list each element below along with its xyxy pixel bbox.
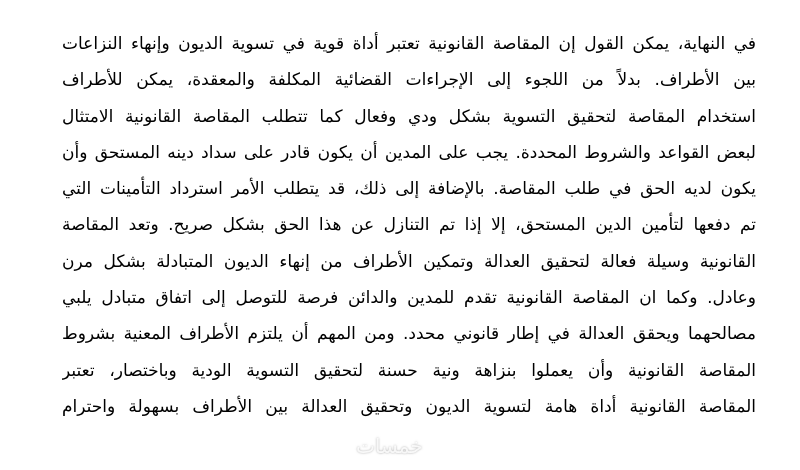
paragraph-line: لبعض القواعد والشروط المحددة. يجب على المدين أن يكون قادر على سداد دينه المستحق وأن bbox=[62, 142, 756, 163]
paragraph-line: يكون لديه الحق في طلب المقاصة. بالإضافة إلى ذلك، قد يتطلب الأمر استرداد التأمينات التي bbox=[62, 179, 756, 200]
paragraph-line: القانونية وسيلة فعالة لتحقيق العدالة وتمكين الأطراف من إنهاء الديون المتبادلة بشكل مرن bbox=[62, 251, 756, 272]
paragraph-line: تم دفعها لتأمين الدين المستحق، إلا إذا تم التنازل عن هذا الحق بشكل صريح. وتعد المقاصة bbox=[62, 215, 756, 236]
paragraph-line: المقاصة القانونية وأن يعملوا بنزاهة ونية حسنة لتحقيق التسوية الودية وباختصار، تعتبر bbox=[62, 360, 756, 381]
paragraph-line: بين الأطراف. بدلاً من اللجوء إلى الإجراءات القضائية المكلفة والمعقدة، يمكن للأطراف bbox=[62, 70, 756, 91]
watermark: خمسات bbox=[356, 434, 423, 458]
paragraph-line: استخدام المقاصة لتحقيق التسوية بشكل ودي وفعال كما تتطلب المقاصة القانونية الامتثال bbox=[62, 106, 756, 127]
paragraph-line: مصالحهما ويحقق العدالة في إطار قانوني محدد. ومن المهم أن يلتزم الأطراف المعنية بشروط bbox=[62, 324, 756, 345]
paragraph-line: في النهاية، يمكن القول إن المقاصة القانونية تعتبر أداة قوية في تسوية الديون وإنهاء النزاعات bbox=[62, 34, 756, 54]
paragraph-line: المقاصة القانونية أداة هامة لتسوية الديون وتحقيق العدالة بين الأطراف بسهولة واحترام bbox=[62, 396, 756, 417]
paragraph bbox=[62, 26, 756, 425]
paragraph-line: وعادل. وكما ان المقاصة القانونية تقدم للمدين والدائن فرصة للتوصل إلى اتفاق متبادل يلبي bbox=[62, 288, 756, 309]
